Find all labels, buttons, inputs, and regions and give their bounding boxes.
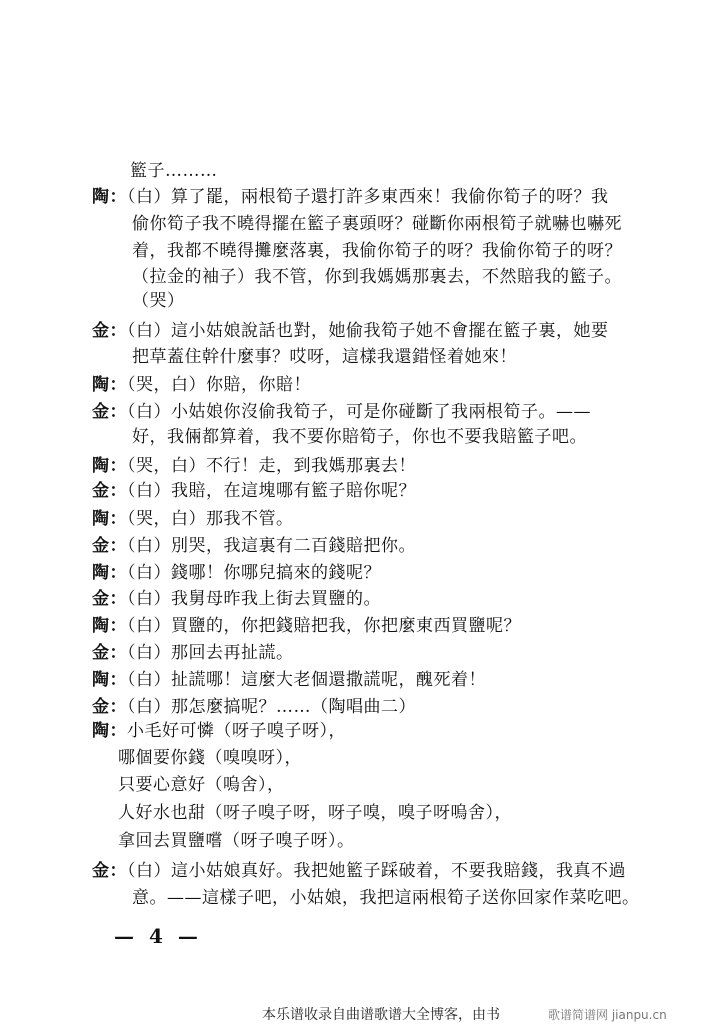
line-text: （白）算了罷，兩根筍子還打許多東西來！我偷你筍子的呀？我	[127, 187, 609, 207]
text-line	[92, 562, 381, 584]
text-line	[92, 669, 486, 691]
text-line	[92, 401, 591, 423]
line-text: 哪個要你錢（嗅嗅呀），	[118, 748, 302, 768]
text-line	[92, 720, 346, 742]
text-line	[92, 480, 416, 502]
line-text: 偷你筍子我不曉得擺在籃子裏頭呀？碰斷你兩根筍子就嚇也嚇死	[132, 214, 622, 234]
line-text: 小毛好可憐（呀子嗅子呀），	[127, 721, 346, 741]
line-text: （哭，白）不行！走，到我媽那裏去！	[127, 456, 416, 476]
speaker-label: 陶：	[92, 616, 127, 636]
text-line	[132, 346, 517, 368]
line-text: 着，我都不曉得攤麼落裏，我偷你筍子的呀？我偷你筍子的呀？	[132, 241, 622, 261]
footer-watermark: 歌谱简谱网 jianpu.cn	[548, 1008, 667, 1022]
line-text: 只要心意好（嗚舍），	[118, 775, 285, 795]
line-text: （拉金的袖子）我不管，你到我媽媽那裏去，不然賠我的籃子。	[132, 267, 622, 287]
speaker-label: 金：	[92, 589, 127, 609]
line-text: 把草蓋住幹什麼事？哎呀，這樣我還錯怪着她來！	[132, 347, 517, 367]
text-line	[92, 615, 521, 637]
text-line	[118, 830, 355, 852]
text-line	[92, 535, 416, 557]
line-text: （白）扯謊哪！這麼大老個還撒謊呢，醜死着！	[127, 670, 486, 690]
text-line	[118, 747, 302, 769]
text-line	[132, 426, 587, 448]
text-line	[92, 320, 609, 342]
text-line	[92, 588, 381, 610]
text-line	[132, 266, 622, 288]
speaker-label: 陶：	[92, 670, 127, 690]
line-text: （白）我舅母昨我上街去買鹽的。	[127, 589, 381, 609]
line-text: 拿回去買鹽嚐（呀子嗅子呀）。	[118, 831, 355, 851]
speaker-label: 金：	[92, 643, 127, 663]
line-text: （白）買鹽的，你把錢賠把我，你把麼東西買鹽呢？	[127, 616, 521, 636]
line-text: （白）錢哪！你哪兒搞來的錢呢？	[127, 563, 381, 583]
line-text: （白）這小姑娘說話也對，她偷我筍子她不會擺在籃子裏，她要	[127, 321, 609, 341]
text-line	[132, 240, 622, 262]
text-line	[118, 802, 512, 824]
line-text: 人好水也甜（呀子嗅子呀，呀子嗅，嗅子呀嗚舍），	[118, 803, 512, 823]
text-line	[92, 860, 626, 882]
text-line	[92, 508, 294, 530]
text-line	[92, 374, 311, 396]
line-text: （白）我賠，在這塊哪有籃子賠你呢？	[127, 481, 416, 501]
text-line	[118, 774, 285, 796]
speaker-label: 陶：	[92, 509, 127, 529]
text-line	[132, 290, 185, 312]
line-text: （哭，白）那我不管。	[127, 509, 294, 529]
text-line	[92, 642, 294, 664]
speaker-label: 金：	[92, 321, 127, 341]
speaker-label: 金：	[92, 481, 127, 501]
line-text: （哭，白）你賠，你賠！	[127, 375, 311, 395]
text-line	[92, 696, 416, 718]
speaker-label: 金：	[92, 536, 127, 556]
line-text: （白）那怎麼搞呢？……（陶唱曲二）	[127, 697, 416, 717]
line-text: （白）小姑娘你沒偷我筍子，可是你碰斷了我兩根筍子。——	[127, 402, 591, 422]
text-line	[132, 213, 622, 235]
line-text: 意。——這樣子吧，小姑娘，我把這兩根筍子送你回家作菜吃吧。	[132, 888, 640, 908]
line-text: （白）這小姑娘真好。我把她籃子踩破着，不要我賠錢，我真不過	[127, 861, 626, 881]
footer-text: 本乐谱收录自曲谱歌谱大全博客，由书	[262, 1007, 500, 1023]
text-line	[130, 160, 218, 182]
line-text: （白）別哭，我這裏有二百錢賠把你。	[127, 536, 416, 556]
speaker-label: 金：	[92, 861, 127, 881]
text-line	[92, 455, 416, 477]
speaker-label: 金：	[92, 697, 127, 717]
text-line	[132, 887, 640, 909]
speaker-label: 陶：	[92, 187, 127, 207]
page-number: — 4 —	[114, 924, 202, 948]
line-text: （白）那回去再扯謊。	[127, 643, 294, 663]
text-line	[92, 186, 609, 208]
line-text: 好，我倆都算着，我不要你賠筍子，你也不要我賠籃子吧。	[132, 427, 587, 447]
line-text: 籃子………	[130, 161, 218, 181]
line-text: （哭）	[132, 291, 185, 311]
speaker-label: 陶：	[92, 375, 127, 395]
speaker-label: 陶：	[92, 456, 127, 476]
speaker-label: 陶：	[92, 563, 127, 583]
speaker-label: 金：	[92, 402, 127, 422]
speaker-label: 陶：	[92, 721, 127, 741]
